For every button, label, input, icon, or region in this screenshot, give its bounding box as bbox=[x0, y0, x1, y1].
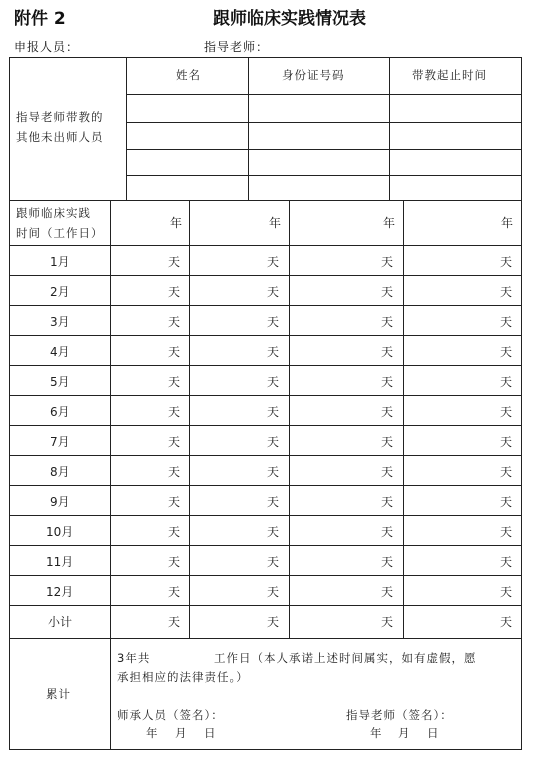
teacher-date-day: 日 bbox=[427, 726, 440, 740]
day-unit-row2-col4: 天 bbox=[500, 285, 513, 299]
page-title: 跟师临床实践情况表 bbox=[213, 9, 366, 29]
teacher-signature-label: 指导老师（签名）： bbox=[346, 708, 453, 722]
day-unit-row5-col2: 天 bbox=[267, 375, 280, 389]
year-unit-col4: 年 bbox=[501, 216, 514, 230]
year-unit-col3: 年 bbox=[383, 216, 396, 230]
applicant-label: 申报人员： bbox=[14, 40, 80, 54]
practice-label-line2: 时间（工作日） bbox=[16, 226, 104, 240]
month-label-10: 10月 bbox=[46, 525, 74, 539]
year-unit-col1: 年 bbox=[170, 216, 183, 230]
month-label-11: 11月 bbox=[46, 555, 74, 569]
day-unit-row13-col2: 天 bbox=[267, 615, 280, 629]
day-unit-row5-col1: 天 bbox=[168, 375, 181, 389]
day-unit-row9-col2: 天 bbox=[267, 495, 280, 509]
day-unit-row5-col4: 天 bbox=[500, 375, 513, 389]
day-unit-row7-col1: 天 bbox=[168, 435, 181, 449]
day-unit-row7-col3: 天 bbox=[381, 435, 394, 449]
month-label-2: 2月 bbox=[50, 285, 70, 299]
day-unit-row5-col3: 天 bbox=[381, 375, 394, 389]
day-unit-row9-col4: 天 bbox=[500, 495, 513, 509]
day-unit-row8-col4: 天 bbox=[500, 465, 513, 479]
column-header-id-number: 身份证号码 bbox=[282, 68, 345, 82]
apprentice-signature-label: 师承人员（签名）： bbox=[117, 708, 224, 722]
day-unit-row11-col3: 天 bbox=[381, 555, 394, 569]
other-staff-label-line1: 指导老师带教的 bbox=[16, 110, 104, 124]
column-header-period: 带教起止时间 bbox=[412, 68, 487, 82]
summary-label: 累计 bbox=[46, 687, 71, 701]
day-unit-row12-col3: 天 bbox=[381, 585, 394, 599]
day-unit-row6-col2: 天 bbox=[267, 405, 280, 419]
statement-line2: 承担相应的法律责任。） bbox=[117, 670, 249, 684]
day-unit-row8-col3: 天 bbox=[381, 465, 394, 479]
statement-line1: 工作日（本人承诺上述时间属实，如有虚假，愿 bbox=[214, 651, 477, 665]
day-unit-row1-col4: 天 bbox=[500, 255, 513, 269]
teacher-label: 指导老师： bbox=[204, 40, 270, 54]
day-unit-row13-col1: 天 bbox=[168, 615, 181, 629]
month-label-12: 12月 bbox=[46, 585, 74, 599]
day-unit-row1-col2: 天 bbox=[267, 255, 280, 269]
day-unit-row11-col2: 天 bbox=[267, 555, 280, 569]
day-unit-row3-col1: 天 bbox=[168, 315, 181, 329]
statement-prefix: 3年共 bbox=[117, 651, 151, 665]
practice-label-line1: 跟师临床实践 bbox=[16, 206, 91, 220]
day-unit-row4-col2: 天 bbox=[267, 345, 280, 359]
day-unit-row6-col4: 天 bbox=[500, 405, 513, 419]
apprentice-date-month: 月 bbox=[175, 726, 188, 740]
day-unit-row12-col2: 天 bbox=[267, 585, 280, 599]
month-label-7: 7月 bbox=[50, 435, 70, 449]
month-label-6: 6月 bbox=[50, 405, 70, 419]
day-unit-row13-col4: 天 bbox=[500, 615, 513, 629]
day-unit-row4-col1: 天 bbox=[168, 345, 181, 359]
teacher-date-month: 月 bbox=[398, 726, 411, 740]
day-unit-row4-col4: 天 bbox=[500, 345, 513, 359]
column-header-name: 姓名 bbox=[176, 68, 201, 82]
day-unit-row3-col2: 天 bbox=[267, 315, 280, 329]
day-unit-row10-col1: 天 bbox=[168, 525, 181, 539]
day-unit-row1-col3: 天 bbox=[381, 255, 394, 269]
day-unit-row1-col1: 天 bbox=[168, 255, 181, 269]
day-unit-row12-col1: 天 bbox=[168, 585, 181, 599]
day-unit-row4-col3: 天 bbox=[381, 345, 394, 359]
annex-label: 附件 2 bbox=[14, 9, 66, 29]
day-unit-row11-col4: 天 bbox=[500, 555, 513, 569]
month-label-1: 1月 bbox=[50, 255, 70, 269]
month-label-4: 4月 bbox=[50, 345, 70, 359]
day-unit-row6-col1: 天 bbox=[168, 405, 181, 419]
subtotal-label: 小计 bbox=[48, 615, 73, 629]
day-unit-row12-col4: 天 bbox=[500, 585, 513, 599]
day-unit-row2-col3: 天 bbox=[381, 285, 394, 299]
day-unit-row9-col1: 天 bbox=[168, 495, 181, 509]
other-staff-label-line2: 其他未出师人员 bbox=[16, 130, 104, 144]
day-unit-row10-col3: 天 bbox=[381, 525, 394, 539]
month-label-9: 9月 bbox=[50, 495, 70, 509]
day-unit-row13-col3: 天 bbox=[381, 615, 394, 629]
month-label-8: 8月 bbox=[50, 465, 70, 479]
day-unit-row3-col4: 天 bbox=[500, 315, 513, 329]
teacher-date-year: 年 bbox=[370, 726, 383, 740]
day-unit-row2-col1: 天 bbox=[168, 285, 181, 299]
day-unit-row9-col3: 天 bbox=[381, 495, 394, 509]
month-label-5: 5月 bbox=[50, 375, 70, 389]
month-label-3: 3月 bbox=[50, 315, 70, 329]
day-unit-row7-col2: 天 bbox=[267, 435, 280, 449]
apprentice-date-day: 日 bbox=[204, 726, 217, 740]
day-unit-row2-col2: 天 bbox=[267, 285, 280, 299]
apprentice-date-year: 年 bbox=[146, 726, 159, 740]
day-unit-row10-col4: 天 bbox=[500, 525, 513, 539]
year-unit-col2: 年 bbox=[269, 216, 282, 230]
day-unit-row8-col1: 天 bbox=[168, 465, 181, 479]
day-unit-row7-col4: 天 bbox=[500, 435, 513, 449]
day-unit-row11-col1: 天 bbox=[168, 555, 181, 569]
day-unit-row3-col3: 天 bbox=[381, 315, 394, 329]
day-unit-row8-col2: 天 bbox=[267, 465, 280, 479]
day-unit-row6-col3: 天 bbox=[381, 405, 394, 419]
day-unit-row10-col2: 天 bbox=[267, 525, 280, 539]
